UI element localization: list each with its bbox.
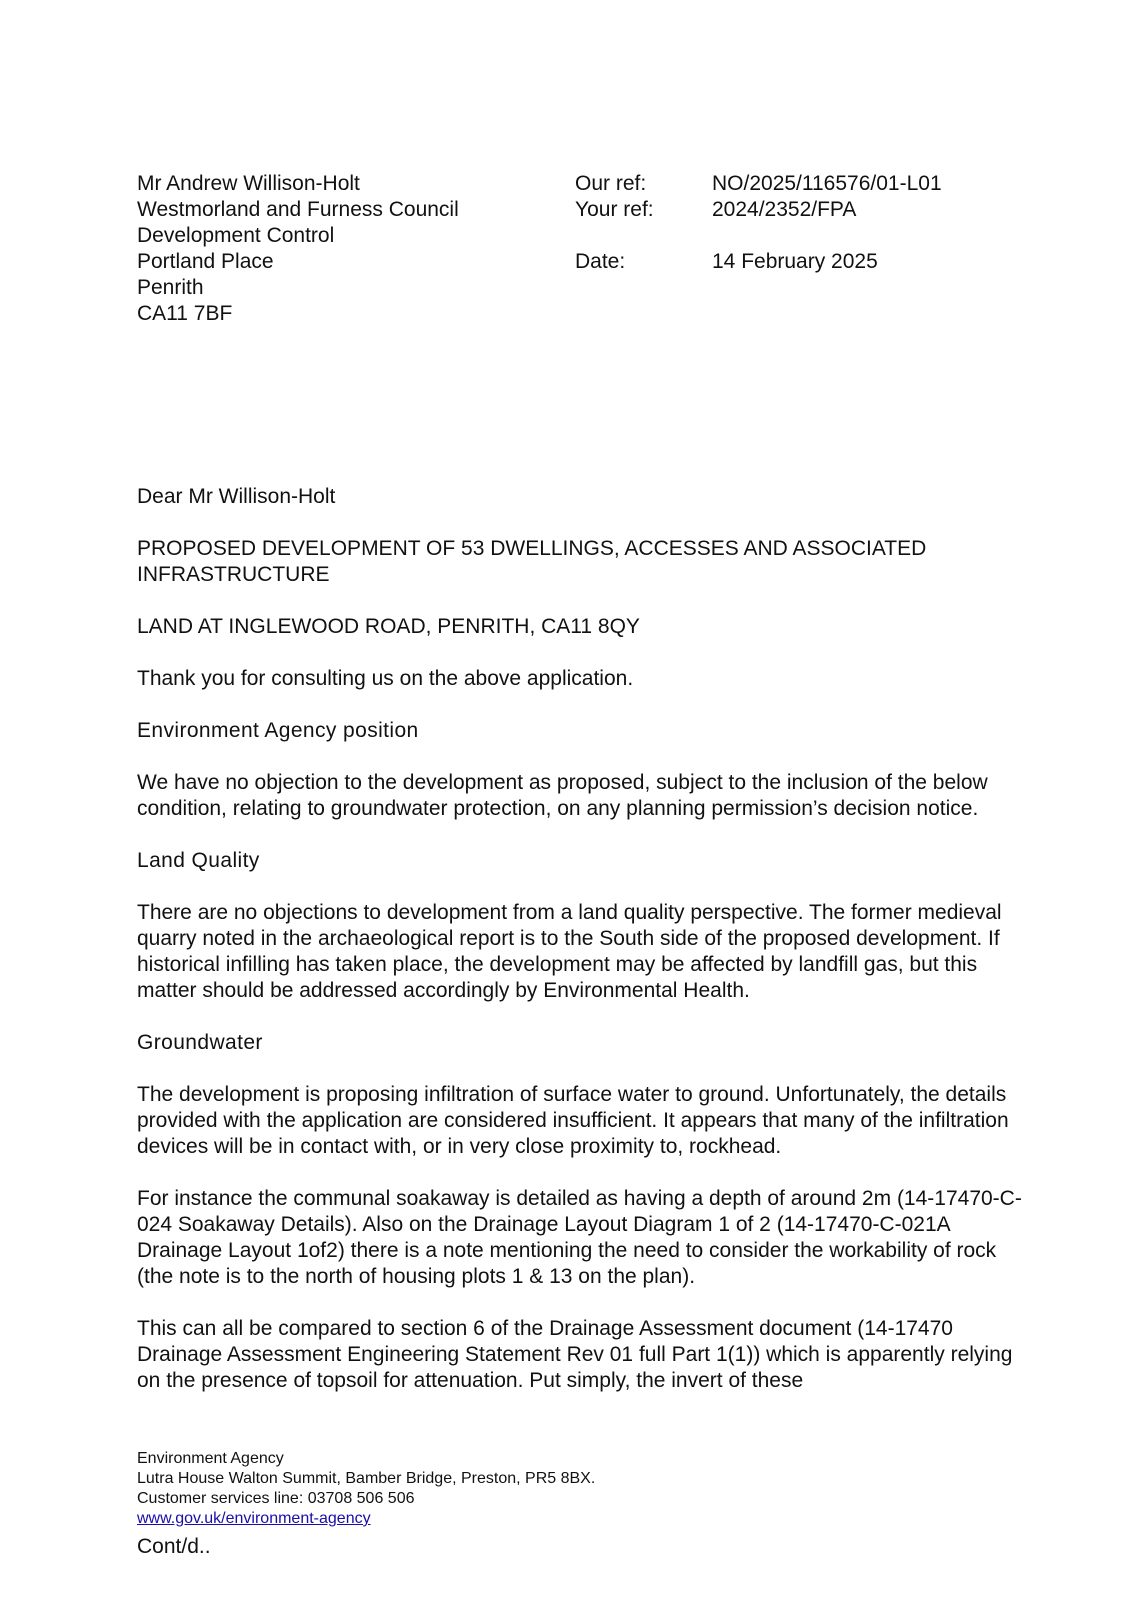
your-ref-row <box>575 197 942 223</box>
continued-marker: Cont/d.. <box>137 1535 211 1558</box>
recipient-address <box>137 171 459 327</box>
date-label: Date: <box>575 250 626 273</box>
recipient-name: Mr Andrew Willison-Holt <box>137 172 360 195</box>
salutation: Dear Mr Willison-Holt <box>137 485 336 508</box>
heading-groundwater: Groundwater <box>137 1031 263 1054</box>
footer <box>137 1449 595 1529</box>
groundwater-paragraph-3: This can all be compared to section 6 of the Drainage Assessment document (14-17470 Drainage Assessment Engineering Statement Rev 01 full Part 1(1)) which is apparently relying on the presence of topsoil for attenuation. Put simply, the invert of these <box>137 1317 1013 1392</box>
date-value: 14 February 2025 <box>712 250 878 273</box>
land-quality-paragraph: There are no objections to development from a land quality perspective. The former medieval quarry noted in the archaeological report is to the South side of the proposed development. If historical infilling has taken place, the development may be affected by landfill gas, but this matter should be addressed accordingly by Environmental Health. <box>137 901 1002 1002</box>
letter-body <box>137 484 1037 1420</box>
intro-paragraph: Thank you for consulting us on the above application. <box>137 667 634 690</box>
site-line: LAND AT INGLEWOOD ROAD, PENRITH, CA11 8QY <box>137 615 640 638</box>
heading-land-quality: Land Quality <box>137 849 260 872</box>
your-ref-label: Your ref: <box>575 198 654 221</box>
recipient-town: Penrith <box>137 276 204 299</box>
groundwater-paragraph-2: For instance the communal soakaway is detailed as having a depth of around 2m (14-17470-C-024 Soakaway Details). Also on the Drainage Layout Diagram 1 of 2 (14-17470-C-021A Drainage Layout 1of2) there is a note mentioning the need to consider the workability of rock (the note is to the north of housing plots 1 & 13 on the plan). <box>137 1187 1022 1288</box>
footer-agency: Environment Agency <box>137 1450 284 1467</box>
date-row <box>575 249 942 275</box>
our-ref-label: Our ref: <box>575 172 647 195</box>
recipient-department: Development Control <box>137 224 335 247</box>
recipient-street: Portland Place <box>137 250 274 273</box>
position-paragraph: We have no objection to the development as proposed, subject to the inclusion of the below condition, relating to groundwater protection, on any planning permission’s decision notice. <box>137 771 988 820</box>
recipient-organisation: Westmorland and Furness Council <box>137 198 459 221</box>
subject-line: PROPOSED DEVELOPMENT OF 53 DWELLINGS, ACCESSES AND ASSOCIATED INFRASTRUCTURE <box>137 537 927 586</box>
our-ref-row <box>575 171 942 197</box>
your-ref-value: 2024/2352/FPA <box>712 198 857 221</box>
heading-position: Environment Agency position <box>137 719 419 742</box>
recipient-postcode: CA11 7BF <box>137 302 233 325</box>
footer-website-link[interactable]: www.gov.uk/environment-agency <box>137 1510 371 1527</box>
footer-address: Lutra House Walton Summit, Bamber Bridge, Preston, PR5 8BX. <box>137 1470 596 1487</box>
footer-phone: Customer services line: 03708 506 506 <box>137 1490 415 1507</box>
groundwater-paragraph-1: The development is proposing infiltration of surface water to ground. Unfortunately, the details provided with the application are considered insufficient. It appears that many of the infiltration devices will be in contact with, or in very close proximity to, rockhead. <box>137 1083 1009 1158</box>
our-ref-value: NO/2025/116576/01-L01 <box>712 172 942 195</box>
reference-block <box>575 171 942 275</box>
